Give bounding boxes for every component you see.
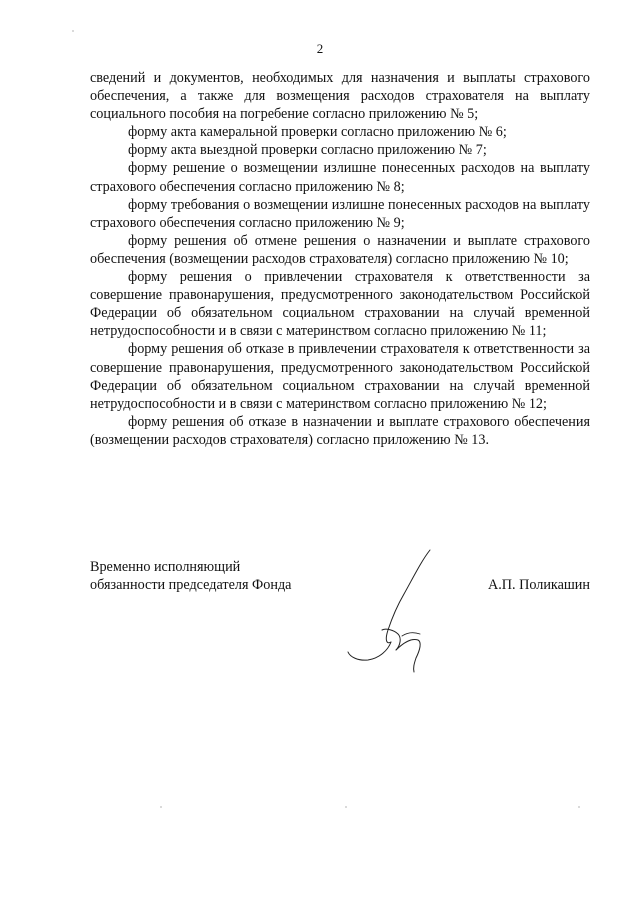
scan-artifact [578, 806, 580, 808]
scan-artifact [345, 806, 347, 808]
scan-artifact [160, 806, 162, 808]
signatory-title-line1: Временно исполняющий [90, 559, 241, 575]
signature-block [90, 558, 590, 678]
paragraph-appendix-12: форму решения об отказе в привлечении страхователя к ответственности за совершение правонарушения, предусмотренного законодательством Российской Федерации об обязательном социальном страховании на случай временной нетрудоспособности и в связи с материнством согласно приложению № 12; [90, 341, 590, 412]
signature-scribble [342, 546, 432, 676]
handwritten-signature [342, 546, 432, 676]
signatory-name: А.П. Поликашин [487, 577, 590, 593]
paragraph-appendix-8: форму решение о возмещении излишне понесенных расходов на выплату страхового обеспечения согласно приложению № 8; [90, 160, 590, 195]
paragraph-appendix-9: форму требования о возмещении излишне понесенных расходов на выплату страхового обеспечения согласно приложению № 9; [90, 196, 590, 231]
scan-artifact [72, 30, 74, 32]
paragraph-appendix-13: форму решения об отказе в назначении и выплате страхового обеспечения (возмещении расходов страхователя) согласно приложению № 13. [90, 413, 590, 448]
paragraph-continuation: сведений и документов, необходимых для назначения и выплаты страхового обеспечения, а также для возмещения расходов страхователя на выплату социального пособия на погребение согласно приложению № 5; [90, 70, 590, 123]
paragraph-appendix-6: форму акта камеральной проверки согласно приложению № 6; [128, 124, 507, 141]
signatory-title-line2: обязанности председателя Фонда [90, 577, 292, 594]
signatory-title [90, 558, 350, 595]
paragraph-appendix-11: форму решения о привлечении страхователя к ответственности за совершение правонарушения, предусмотренного законодательством Российской Федерации об обязательном социальном страховании на случай временной нетрудоспособности и в связи с материнством согласно приложению № 11; [90, 269, 590, 340]
paragraph-appendix-7: форму акта выездной проверки согласно приложению № 7; [128, 142, 487, 159]
page-number: 2 [316, 41, 324, 56]
paragraph-appendix-10: форму решения об отмене решения о назначении и выплате страхового обеспечения (возмещении расходов страхователя) согласно приложению № 10; [90, 232, 590, 267]
document-body [90, 69, 590, 449]
